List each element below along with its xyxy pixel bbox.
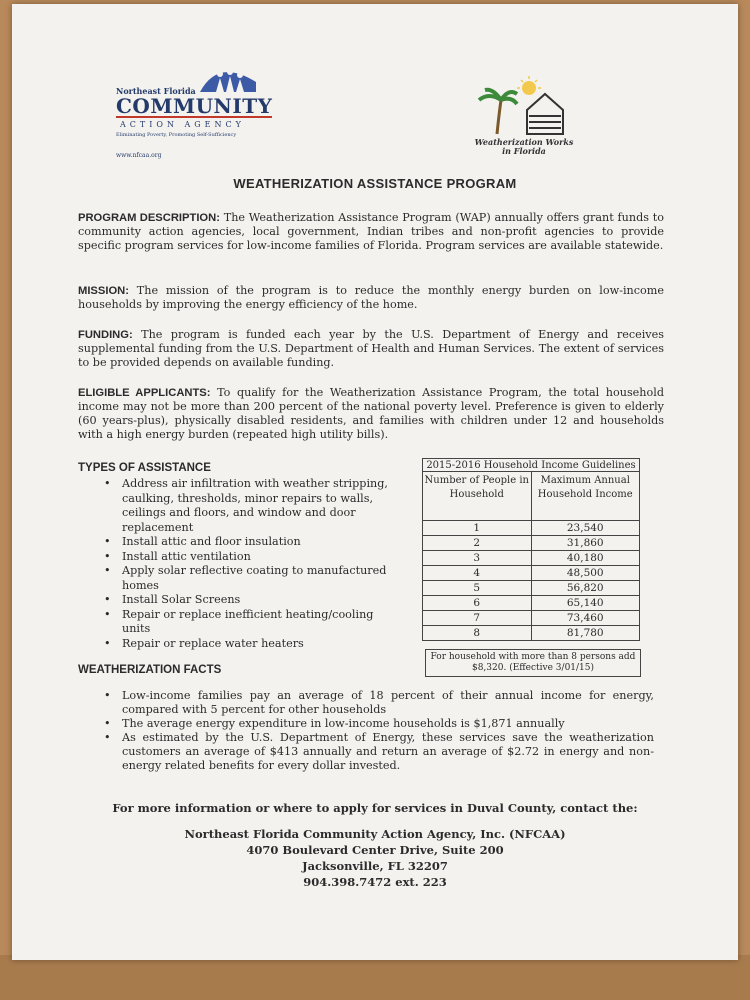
contact-phone: 904.398.7472 ext. 223	[303, 875, 447, 889]
people-cell: 5	[423, 581, 532, 596]
weatherization-facts-list	[104, 689, 654, 773]
table-row	[423, 626, 640, 641]
contact-org: Northeast Florida Community Action Agency, Inc. (NFCAA)	[184, 827, 566, 841]
logo-community-text: COMMUNITY	[116, 94, 273, 118]
program-description	[78, 211, 664, 253]
contact-city: Jacksonville, FL 32207	[302, 859, 448, 873]
people-cell: 6	[423, 596, 532, 611]
income-cell: 81,780	[531, 626, 640, 641]
people-cell: 2	[423, 536, 532, 551]
eligible-applicants-label: ELIGIBLE APPLICANTS:	[78, 387, 211, 399]
nfcaa-logo	[116, 64, 276, 164]
income-table-note: For household with more than 8 persons add $8,320. (Effective 3/01/15)	[425, 649, 641, 677]
logo-url: www.nfcaa.org	[116, 152, 162, 159]
funding-label: FUNDING:	[78, 329, 133, 341]
list-item: • The average energy expenditure in low-income households is $1,871 annually	[104, 717, 654, 731]
income-table-caption: 2015-2016 Household Income Guidelines	[423, 459, 640, 472]
funding-text: The program is funded each year by the U.S. Department of Energy and receives supplemental funding from the U.S. Department of Health and Human Services. The extent of services to be provided depends on available funding.	[78, 328, 664, 369]
weatherization-logo-caption: Weatherization Works in Florida	[474, 137, 574, 156]
types-of-assistance-list	[104, 477, 390, 651]
table-row	[423, 536, 640, 551]
program-description-text: The Weatherization Assistance Program (WAP) annually offers grant funds to community action agencies, local government, Indian tribes and non-profit agencies to provide specific program services for low-income families of Florida. Program services are available statewide.	[78, 211, 664, 252]
program-description-label: PROGRAM DESCRIPTION:	[78, 212, 220, 224]
contact-street: 4070 Boulevard Center Drive, Suite 200	[246, 843, 504, 857]
list-item: • Install attic and floor insulation	[104, 535, 390, 550]
funding	[78, 328, 664, 370]
income-cell: 73,460	[531, 611, 640, 626]
logo-agency-text: ACTION AGENCY	[120, 120, 245, 129]
list-item: • Apply solar reflective coating to manufactured homes	[104, 564, 390, 593]
contact-address	[12, 826, 738, 890]
people-logo-icon	[198, 64, 258, 94]
income-cell: 23,540	[531, 521, 640, 536]
flyer-page	[12, 4, 738, 960]
table-row	[423, 551, 640, 566]
mission-label: MISSION:	[78, 285, 129, 297]
wood-surface	[0, 955, 750, 1000]
income-table-col-income: Maximum Annual Household Income	[531, 472, 640, 521]
table-row	[423, 521, 640, 536]
people-cell: 7	[423, 611, 532, 626]
income-table-col-people: Number of People in Household	[423, 472, 532, 521]
contact-intro: For more information or where to apply for services in Duval County, contact the:	[112, 801, 638, 815]
list-item: • Low-income families pay an average of 18 percent of their annual income for energy, compared with 5 percent for other households	[104, 689, 654, 717]
page-title: WEATHERIZATION ASSISTANCE PROGRAM	[233, 176, 517, 191]
eligible-applicants	[78, 386, 664, 442]
table-row	[423, 611, 640, 626]
list-item: • Repair or replace inefficient heating/cooling units	[104, 608, 390, 637]
logo-region-text: Northeast Florida	[116, 86, 196, 96]
people-cell: 8	[423, 626, 532, 641]
weatherization-facts-heading: WEATHERIZATION FACTS	[78, 664, 222, 676]
income-guidelines-table	[422, 458, 640, 641]
mission	[78, 284, 664, 312]
palm-house-sun-icon	[467, 76, 577, 138]
list-item: • As estimated by the U.S. Department of Energy, these services save the weatherization customers an average of $413 annually and return an average of $2.72 in energy and non-energy related benefits for every dollar invested.	[104, 731, 654, 773]
people-cell: 3	[423, 551, 532, 566]
people-cell: 4	[423, 566, 532, 581]
table-row	[423, 596, 640, 611]
people-cell: 1	[423, 521, 532, 536]
list-item: • Install Solar Screens	[104, 593, 390, 608]
income-cell: 65,140	[531, 596, 640, 611]
table-row	[423, 581, 640, 596]
types-of-assistance-heading: TYPES OF ASSISTANCE	[78, 462, 211, 474]
list-item: • Repair or replace water heaters	[104, 637, 390, 652]
weatherization-logo	[467, 76, 587, 166]
eligible-applicants-text: To qualify for the Weatherization Assistance Program, the total household income may not be more than 200 percent of the national poverty level. Preference is given to elderly (60 years-plus), physically disabled residents, and families with children under 12 and households with a high energy burden (repeated high utility bills).	[78, 386, 664, 441]
income-cell: 48,500	[531, 566, 640, 581]
income-cell: 31,860	[531, 536, 640, 551]
list-item: • Address air infiltration with weather stripping, caulking, thresholds, minor repairs to walls, ceilings and floors, and window and door replacement	[104, 477, 390, 535]
logo-tagline: Eliminating Poverty, Promoting Self-Sufficiency	[116, 132, 237, 138]
mission-text: The mission of the program is to reduce the monthly energy burden on low-income households by improving the energy efficiency of the home.	[78, 284, 664, 311]
table-row	[423, 566, 640, 581]
income-cell: 40,180	[531, 551, 640, 566]
income-cell: 56,820	[531, 581, 640, 596]
list-item: • Install attic ventilation	[104, 550, 390, 565]
